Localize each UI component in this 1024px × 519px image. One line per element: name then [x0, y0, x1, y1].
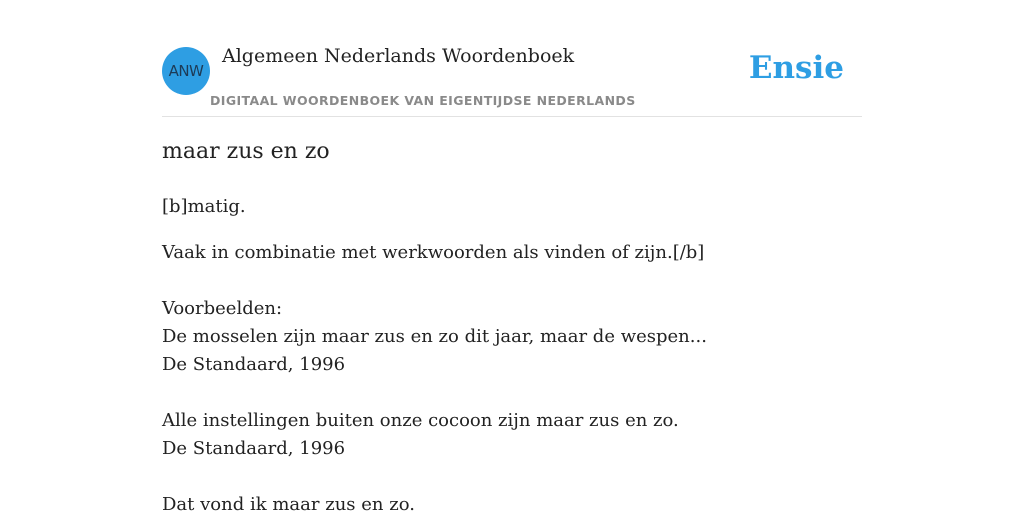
entry-title: maar zus en zo [162, 139, 330, 164]
spacer [162, 463, 862, 491]
example-source: De Standaard, 1996 [162, 438, 346, 459]
logo-text: ANW [168, 62, 204, 80]
site-subtitle: DIGITAAL WOORDENBOEK VAN EIGENTIJDSE NEDERLANDS [210, 93, 636, 108]
example-text: Dat vond ik maar zus en zo. [162, 494, 415, 515]
spacer [162, 267, 862, 295]
usage-note: Vaak in combinatie met werkwoorden als vinden of zijn.[/b] [162, 242, 705, 263]
examples-label: Voorbeelden: [162, 298, 283, 319]
example-text: Alle instellingen buiten onze cocoon zijn maar zus en zo. [162, 410, 679, 431]
entry-body [162, 239, 862, 519]
entry-definition: [b]matig. [162, 196, 246, 217]
example-text: De mosselen zijn maar zus en zo dit jaar, maar de wespen... [162, 326, 707, 347]
ensie-brand-link[interactable]: Ensie [748, 50, 844, 86]
example-source: De Standaard, 1996 [162, 354, 346, 375]
site-header [162, 40, 862, 117]
site-title: Algemeen Nederlands Woordenboek [222, 45, 575, 67]
anw-logo[interactable] [162, 47, 210, 95]
spacer [162, 379, 862, 407]
